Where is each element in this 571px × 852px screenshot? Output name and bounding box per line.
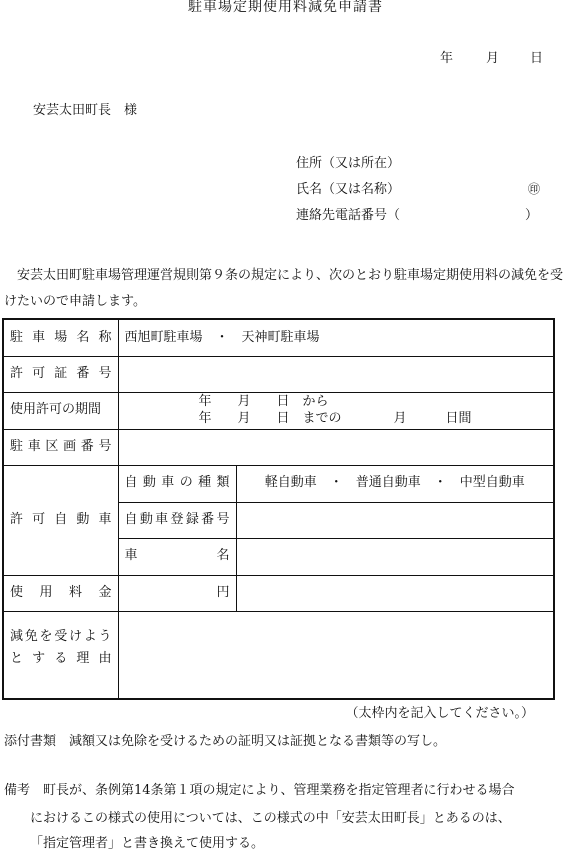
permit-period-label-cell <box>3 392 118 429</box>
row-permit-number <box>3 356 554 392</box>
date-day-label: 日 <box>530 51 544 66</box>
permit-number-field[interactable] <box>118 356 554 392</box>
usage-fee-extra-cell <box>236 575 554 611</box>
date-month-label: 月 <box>486 51 500 66</box>
vehicle-type-options[interactable]: 軽自動車 ・ 普通自動車 ・ 中型自動車 <box>236 465 554 502</box>
vehicle-type-label-cell <box>118 465 236 502</box>
remarks-line-1: 備考 町長が、条例第14条第１項の規定により、管理業務を指定管理者に行わせる場合 <box>4 783 515 798</box>
permit-number-label-cell <box>3 356 118 392</box>
space-number-label: 駐車区画番号 <box>10 438 112 454</box>
reduction-reason-label-cell <box>3 611 118 699</box>
row-usage-fee <box>3 575 554 611</box>
applicant-name-label: 氏名（又は名称） <box>296 182 401 197</box>
car-name-field[interactable] <box>236 538 554 575</box>
permitted-vehicle-label: 許可自動車 <box>10 511 112 527</box>
row-space-number <box>3 429 554 465</box>
usage-fee-label: 使用料金 <box>10 584 112 600</box>
permit-period-label: 使用許可の期間 <box>10 402 102 418</box>
fill-in-note: （太枠内を記入してください。） <box>345 706 534 721</box>
permit-number-label: 許可証番号 <box>10 365 112 381</box>
car-name-label: 車名 <box>124 548 230 564</box>
reduction-reason-label: 減免を受けようとする理由 <box>10 628 112 666</box>
vehicle-registration-field[interactable] <box>236 502 554 538</box>
period-from-line: 年 月 日 から <box>198 394 329 410</box>
row-parking-name <box>3 319 554 356</box>
date-year-label: 年 <box>440 51 454 66</box>
reduction-reason-field[interactable] <box>118 611 554 699</box>
vehicle-registration-label-cell <box>118 502 236 538</box>
space-number-field[interactable] <box>118 429 554 465</box>
page-title: 駐車場定期使用料減免申請書 <box>188 0 383 15</box>
remarks-line-2: におけるこの様式の使用については、この様式の中「安芸太田町長」とあるのは、 <box>30 811 511 826</box>
parking-name-label: 駐車場名称 <box>10 329 112 345</box>
applicant-phone-label: 連絡先電話番号（ <box>296 208 401 223</box>
vehicle-registration-label: 自動車登録番号 <box>124 511 230 527</box>
addressee: 安芸太田町長 様 <box>33 103 138 118</box>
vehicle-type-label: 自動車の種類 <box>124 475 230 491</box>
seal-mark: ㊞ <box>528 182 541 196</box>
permitted-vehicle-label-cell <box>3 465 118 575</box>
yen-unit: 円 <box>216 584 230 600</box>
remarks-line-3: 「指定管理者」と書き換えて使用する。 <box>30 836 265 851</box>
parking-name-label-cell <box>3 319 118 356</box>
attachment-note: 添付書類 減額又は免除を受けるための証明又は証拠となる書類等の写し。 <box>4 734 447 749</box>
parking-name-value[interactable]: 西旭町駐車場 ・ 天神町駐車場 <box>118 319 554 356</box>
car-name-label-cell <box>118 538 236 575</box>
row-reduction-reason <box>3 611 554 699</box>
intro-paragraph: 安芸太田町駐車場管理運営規則第９条の規定により、次のとおり駐車場定期使用料の減免を受けたいので申請します。 <box>4 268 564 309</box>
applicant-phone-close: ） <box>525 208 539 223</box>
applicant-address-label: 住所（又は所在） <box>296 156 401 171</box>
period-until-line: 年 月 日 までの 月 日間 <box>198 410 472 426</box>
row-vehicle-type <box>3 465 554 502</box>
usage-fee-field[interactable] <box>118 575 236 611</box>
usage-fee-label-cell <box>3 575 118 611</box>
application-form-table <box>2 318 555 700</box>
space-number-label-cell <box>3 429 118 465</box>
permit-period-field[interactable] <box>118 392 554 429</box>
row-permit-period <box>3 392 554 429</box>
